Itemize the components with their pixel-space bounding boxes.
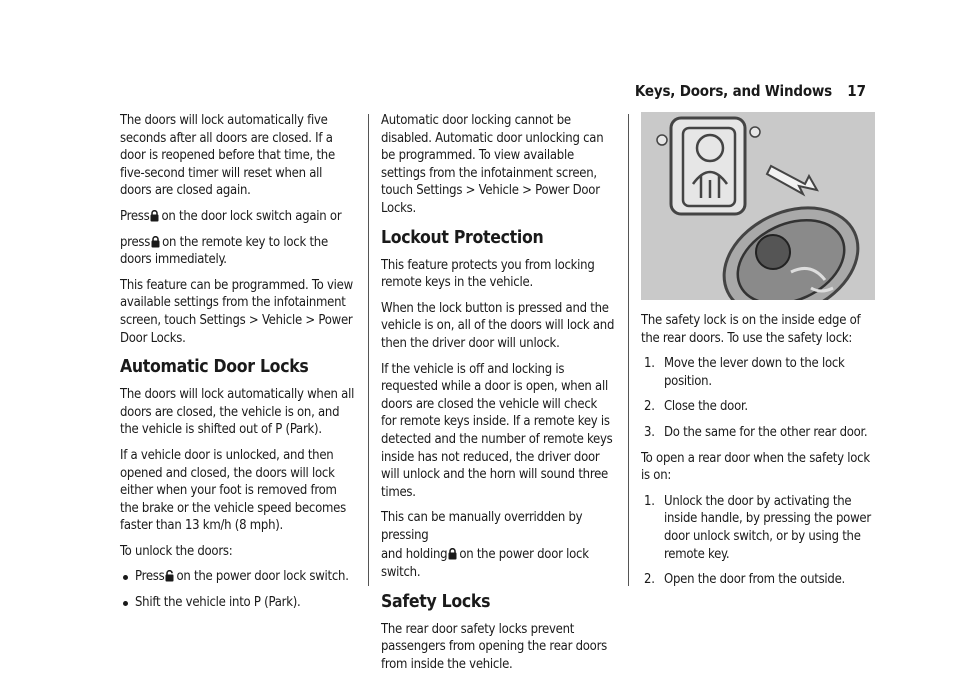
paragraph: If a vehicle door is unlocked, and then opened and closed, the doors will lock either when your foot is removed from the brake or the vehicle speed becomes faster than 13 km/h (8 mph). xyxy=(120,447,346,534)
list-item-text xyxy=(135,568,349,586)
lock-icon xyxy=(151,236,160,248)
text: on the power door lock switch. xyxy=(381,547,589,581)
step-number: 1. xyxy=(644,493,655,509)
text: on the power door lock switch. xyxy=(176,569,349,585)
text: and holding xyxy=(381,547,448,563)
list-item-text: Shift the vehicle into P (Park). xyxy=(135,595,301,611)
text: This can be manually overridden by pressing xyxy=(381,510,583,543)
list-item xyxy=(641,571,875,589)
paragraph: To open a rear door when the safety lock is on: xyxy=(641,450,870,484)
list-item xyxy=(641,493,875,563)
step-number: 2. xyxy=(644,572,655,588)
column-1 xyxy=(120,112,356,620)
list-item xyxy=(641,398,875,416)
bullet-icon xyxy=(123,575,128,580)
paragraph: The rear door safety locks prevent passengers from opening the rear doors from inside the vehicle. xyxy=(381,621,607,672)
text: press xyxy=(120,234,151,250)
heading-lockout-protection: Lockout Protection xyxy=(381,227,544,248)
steps-list-1 xyxy=(641,355,875,441)
paragraph: The safety lock is on the inside edge of the rear doors. To use the safety lock: xyxy=(641,313,861,346)
text: Press xyxy=(120,208,150,224)
step-text: Unlock the door by activating the inside handle, by pressing the power door unlock switch, or by using the remote key. xyxy=(664,493,871,562)
step-number: 1. xyxy=(644,356,655,372)
list-item xyxy=(641,355,875,390)
column-3 xyxy=(641,112,875,597)
text: Press xyxy=(135,569,165,585)
paragraph xyxy=(381,509,615,544)
steps-list-2 xyxy=(641,493,875,589)
step-text: Move the lever down to the lock position. xyxy=(664,356,845,389)
safety-lock-illustration xyxy=(641,112,875,300)
column-2 xyxy=(381,112,615,681)
paragraph: This feature protects you from locking remote keys in the vehicle. xyxy=(381,257,595,291)
paragraph: This feature can be programmed. To view available settings from the infotainment screen, touch Settings > Vehicle > Power Door Locks. xyxy=(120,277,353,346)
text: on the door lock switch again or xyxy=(161,208,342,224)
heading-automatic-door-locks: Automatic Door Locks xyxy=(120,357,309,378)
step-number: 3. xyxy=(644,424,655,440)
heading-safety-locks: Safety Locks xyxy=(381,591,491,612)
safety-lock-diagram xyxy=(641,112,875,300)
paragraph: When the lock button is pressed and the vehicle is on, all of the doors will lock and then the driver door will unlock. xyxy=(381,300,615,351)
paragraph xyxy=(120,234,356,269)
list-item xyxy=(120,594,356,612)
page-number: 17 xyxy=(847,82,866,100)
page-header xyxy=(0,0,960,108)
step-text: Do the same for the other rear door. xyxy=(664,424,868,440)
paragraph: Automatic door locking cannot be disabled. Automatic door unlocking can be programmed. To view available settings from the infotainment screen, touch Settings > Vehicle > Power Door Locks. xyxy=(381,113,604,216)
paragraph: The doors will lock automatically five seconds after all doors are closed. If a door is reopened before that time, the five-second timer will reset when all doors are closed again. xyxy=(120,113,335,199)
paragraph: The doors will lock automatically when all doors are closed, the vehicle is on, and the vehicle is shifted out of P (Park). xyxy=(120,387,355,438)
step-text: Close the door. xyxy=(664,399,748,415)
paragraph: To unlock the doors: xyxy=(120,543,233,559)
paragraph xyxy=(120,208,356,226)
column-divider xyxy=(628,114,629,586)
unlock-icon xyxy=(165,570,174,582)
step-number: 2. xyxy=(644,399,655,415)
lock-icon xyxy=(150,210,159,222)
bullet-icon xyxy=(123,601,128,606)
text: on the remote key to lock the doors immediately. xyxy=(120,234,328,268)
list-item xyxy=(641,424,875,442)
lock-icon xyxy=(448,548,457,560)
paragraph xyxy=(381,546,615,581)
column-divider xyxy=(368,114,369,586)
step-text: Open the door from the outside. xyxy=(664,572,846,588)
section-title: Keys, Doors, and Windows xyxy=(634,82,832,100)
list-item xyxy=(120,568,356,586)
paragraph: If the vehicle is off and locking is requested while a door is open, when all doors are closed the vehicle will check for remote keys inside. If a remote key is detected and the number of remote keys inside has not reduced, the driver door will unlock and the horn will sound three times. xyxy=(381,361,613,500)
